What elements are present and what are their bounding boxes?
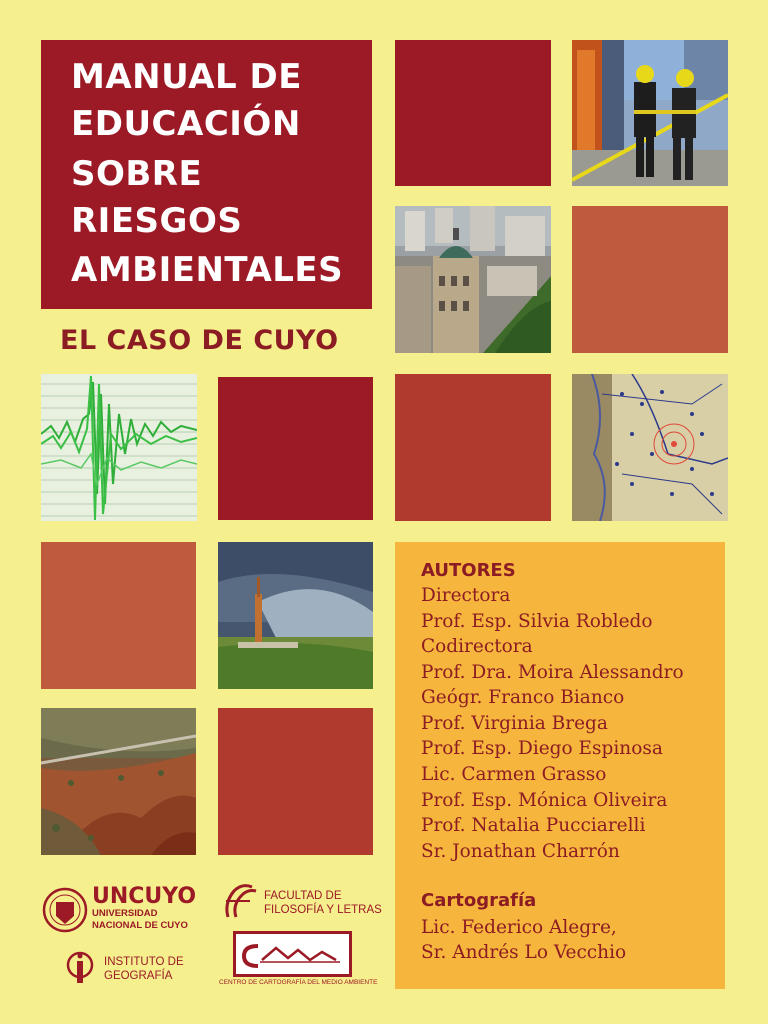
institute-logo-icon <box>62 951 98 985</box>
uncuyo-seal <box>42 886 88 934</box>
cartography-heading: Cartografía <box>421 890 537 911</box>
faculty-line1: FACULTAD DE <box>264 890 342 902</box>
author-line: Prof. Natalia Pucciarelli <box>421 815 646 836</box>
title-line-4: RIESGOS <box>71 201 243 241</box>
institute-line2: GEOGRAFÍA <box>104 970 173 982</box>
title-line-2: EDUCACIÓN <box>71 104 301 144</box>
eroded-terrain-photo <box>41 708 196 855</box>
author-line: Lic. Carmen Grasso <box>421 764 607 785</box>
author-line: Prof. Virginia Brega <box>421 713 608 734</box>
storm-tower-photo <box>218 542 373 689</box>
author-line: Prof. Esp. Mónica Oliveira <box>421 790 668 811</box>
city-building-photo <box>395 206 551 353</box>
author-line: Prof. Dra. Moira Alessandro <box>421 662 684 683</box>
uncuyo-name: UNCUYO <box>92 884 197 909</box>
title-line-1: MANUAL DE <box>71 57 302 97</box>
firefighters-photo <box>572 40 728 186</box>
title-line-5: AMBIENTALES <box>71 250 344 290</box>
color-tile <box>218 377 373 520</box>
authors-panel <box>395 542 725 989</box>
color-tile <box>395 374 551 521</box>
author-line: Codirectora <box>421 636 533 657</box>
authors-heading: AUTORES <box>421 560 516 581</box>
cartography-line: Sr. Andrés Lo Vecchio <box>421 942 627 963</box>
institute-line1: INSTITUTO DE <box>104 956 184 968</box>
author-line: Directora <box>421 585 511 606</box>
author-line: Prof. Esp. Silvia Robledo <box>421 611 653 632</box>
faculty-line2: FILOSOFÍA Y LETRAS <box>264 904 382 916</box>
title-line-3: SOBRE <box>71 154 203 194</box>
author-line: Sr. Jonathan Charrón <box>421 841 620 862</box>
regional-map-image <box>572 374 728 521</box>
seismogram-image <box>41 374 197 521</box>
color-tile <box>41 542 196 689</box>
author-line: Geógr. Franco Bianco <box>421 687 625 708</box>
color-tile <box>218 708 373 855</box>
centro-label: CENTRO DE CARTOGRAFÍA DEL MEDIO AMBIENTE <box>219 979 378 986</box>
color-tile <box>395 40 551 186</box>
cartography-line: Lic. Federico Alegre, <box>421 917 617 938</box>
author-line: Prof. Esp. Diego Espinosa <box>421 738 663 759</box>
title-block <box>41 40 372 309</box>
uncuyo-sub1: UNIVERSIDAD <box>92 908 158 919</box>
uncuyo-sub2: NACIONAL DE CUYO <box>92 920 188 931</box>
centro-logo <box>233 931 352 977</box>
faculty-logo-icon <box>222 883 260 919</box>
subtitle: EL CASO DE CUYO <box>60 325 339 356</box>
color-tile <box>572 206 728 353</box>
